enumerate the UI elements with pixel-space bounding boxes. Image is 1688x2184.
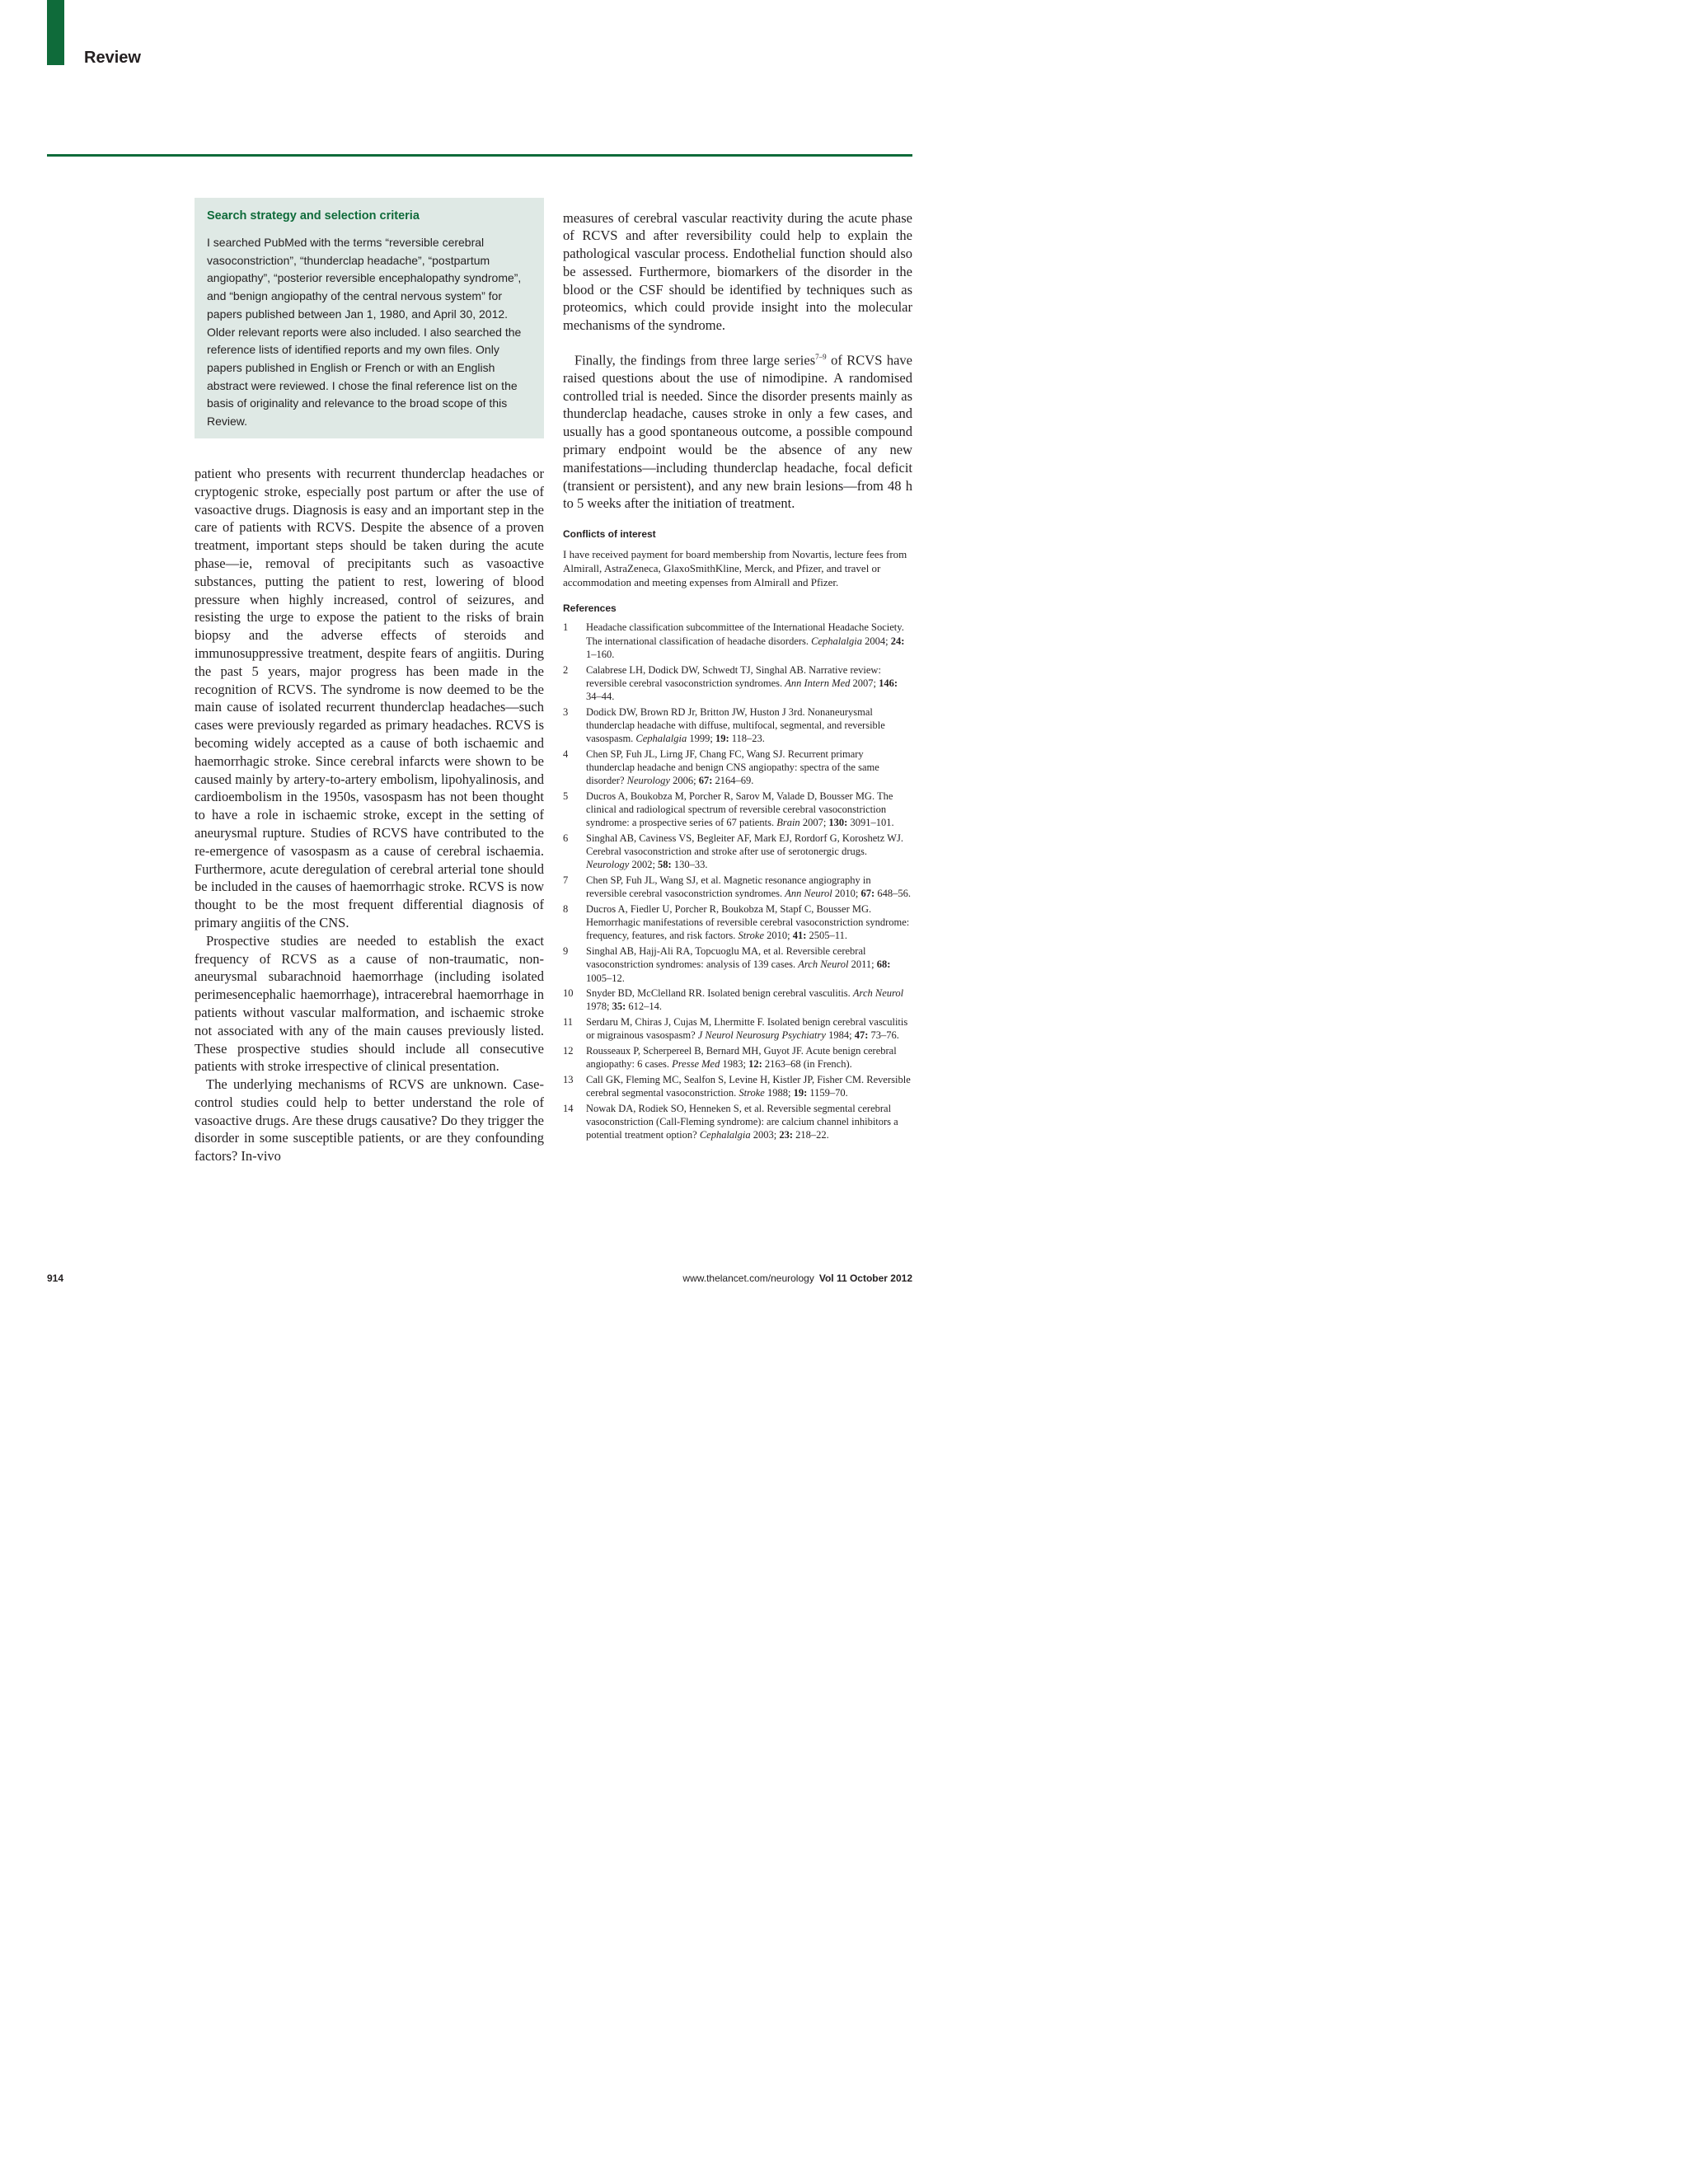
reference-pages: 612–14.	[626, 1001, 663, 1013]
reference-journal: Cephalalgia	[811, 635, 862, 647]
reference-year: 2007;	[850, 677, 879, 689]
reference-volume: 12:	[748, 1058, 762, 1071]
body-paragraph: measures of cerebral vascular reactivity during the acute phase of RCVS and after reversibility could help to explain the pathological vascular process. Endothelial function should also be assessed. Furthermore, biomarkers of the disorder in the blood or the CSF should be identified by techniques such as proteomics, which could provide insight into the molecular mechanisms of the syndrome.	[563, 209, 912, 334]
reference-authors: Singhal AB, Hajj-Ali RA, Topcuoglu MA, et al.	[586, 945, 784, 958]
reference-item	[563, 748, 912, 788]
reference-title: Reversible cerebral segmental vasoconstriction.	[586, 1073, 911, 1099]
reference-volume: 35:	[612, 1001, 626, 1013]
reference-number: 6	[563, 832, 569, 844]
reference-note: (in French).	[800, 1058, 852, 1071]
reference-authors: Serdaru M, Chiras J, Cujas M, Lhermitte F.	[586, 1016, 765, 1029]
reference-authors: Dodick DW, Brown RD Jr, Britton JW, Huston J 3rd.	[586, 705, 805, 718]
reference-journal: Presse Med	[672, 1058, 720, 1071]
reference-volume: 41:	[792, 930, 807, 942]
conflicts-heading: Conflicts of interest	[563, 528, 656, 541]
reference-number: 2	[563, 663, 569, 676]
reference-journal: Arch Neurol	[798, 958, 849, 971]
reference-journal: Stroke	[738, 1087, 765, 1099]
reference-volume: 67:	[860, 888, 875, 900]
body-paragraph: The underlying mechanisms of RCVS are unknown. Case-control studies could help to better understand the role of vasoactive drugs. Are these drugs causative? Do they trigger the disorder in some susceptible patients, or are they confounding factors? In-vivo	[195, 1076, 544, 1165]
reference-number: 14	[563, 1102, 574, 1114]
reference-authors: Snyder BD, McClelland RR.	[586, 987, 706, 1000]
reference-item	[563, 944, 912, 985]
reference-authors: Headache classification subcommittee of the International Headache Society.	[586, 621, 904, 634]
right-column	[563, 195, 912, 1144]
reference-journal: Cephalalgia	[635, 733, 687, 745]
reference-journal: Neurology	[626, 775, 670, 787]
reference-volume: 47:	[854, 1029, 869, 1042]
panel-text: I searched PubMed with the terms “reversible cerebral vasoconstriction”, “thunderclap headache”, “postpartum angiopathy”, “posterior reversible encephalopathy syndrome”, and “benign angiopathy of the central nervous system” for papers published between Jan 1, 1980, and April 30, 2012. Older relevant reports were also included. I also searched the reference lists of identified reports and my own files. Only papers published in English or French or with an English abstract were reviewed. I chose the final reference list on the basis of originality and relevance to the broad scope of this Review.	[207, 236, 522, 429]
conflicts-text: I have received payment for board membership from Novartis, lecture fees from Almirall, AstraZeneca, GlaxoSmithKline, Merck, and Pfizer, and travel or accommodation and meeting expenses from Almirall and Pfizer.	[563, 548, 907, 589]
reference-item	[563, 790, 912, 830]
reference-year: 2011;	[848, 958, 877, 971]
reference-volume: 67:	[698, 775, 713, 787]
reference-item	[563, 987, 912, 1013]
citation-superscript: 7–9	[815, 352, 827, 361]
reference-pages: 2164–69.	[712, 775, 754, 787]
reference-pages: 3091–101.	[847, 817, 894, 829]
reference-item	[563, 874, 912, 900]
reference-year: 2006;	[669, 775, 699, 787]
reference-pages: 648–56.	[874, 888, 911, 900]
reference-journal: Stroke	[738, 930, 765, 942]
reference-year: 2010;	[832, 888, 861, 900]
reference-title: The clinical and radiological spectrum of reversible cerebral vasoconstriction syndrome: a prospective series of 67 patients.	[586, 790, 893, 829]
reference-pages: 1159–70.	[807, 1087, 848, 1099]
reference-item	[563, 832, 912, 872]
reference-authors: Nowak DA, Rodiek SO, Henneken S, et al.	[586, 1102, 765, 1114]
reference-journal: Cephalalgia	[699, 1129, 751, 1141]
reference-volume: 130:	[828, 817, 848, 829]
reference-title: Hemorrhagic manifestations of reversible cerebral vasoconstriction syndrome: frequency, features, and risk factors.	[586, 916, 910, 942]
reference-item	[563, 663, 912, 704]
reference-title: Acute benign cerebral angiopathy: 6 cases.	[586, 1045, 897, 1071]
reference-pages: 2163–68	[762, 1058, 801, 1071]
reference-title: Reversible cerebral vasoconstriction syndromes: analysis of 139 cases.	[586, 945, 866, 971]
reference-year: 2003;	[750, 1129, 780, 1141]
reference-journal: J Neurol Neurosurg Psychiatry	[697, 1029, 826, 1042]
issue-info: Vol 11 October 2012	[818, 1272, 912, 1284]
journal-url[interactable]: www.thelancet.com/neurology	[682, 1272, 814, 1284]
reference-number: 13	[563, 1073, 574, 1085]
reference-item	[563, 1102, 912, 1142]
reference-number: 5	[563, 790, 569, 802]
reference-year: 1984;	[825, 1029, 855, 1042]
body-paragraph: Prospective studies are needed to establish the exact frequency of RCVS as a cause of non-traumatic, non-aneurysmal subarachnoid haemorrhage (including isolated perimesencephalic haemorrhage), intracerebral haemorrhage in patients without vascular malformation, and ischaemic stroke not associated with any of the main causes previously listed. These prospective studies should include all consecutive patients with stroke irrespective of clinical presentation.	[195, 932, 544, 1075]
reference-year: 1988;	[764, 1087, 794, 1099]
reference-journal: Brain	[776, 817, 800, 829]
reference-year: 1978;	[586, 1001, 612, 1013]
paragraph-text: of RCVS have raised questions about the use of nimodipine. A randomised controlled trial is needed. Since the disorder presents mainly as thunderclap headache, causes stroke in only a few cases, and usually has a good spontaneous outcome, a possible compound primary endpoint would be the absence of any new manifestations—including thunderclap headache, focal deficit (transient or persistent), and any new brain lesions—from 48 h to 5 weeks after the initiation of treatment.	[563, 352, 913, 512]
search-strategy-panel	[195, 198, 544, 438]
reference-authors: Ducros A, Boukobza M, Porcher R, Sarov M, Valade D, Bousser MG.	[586, 790, 875, 802]
body-paragraph: patient who presents with recurrent thunderclap headaches or cryptogenic stroke, especially post partum or after the use of vasoactive drugs. Diagnosis is easy and an important step in the care of patients with RCVS. Despite the absence of a proven treatment, important steps should be taken during the acute phase—ie, removal of precipitants such as vasoactive substances, putting the patient to rest, lowering of blood pressure when highly increased, control of seizures, and resisting the urge to expose the patient to the risks of brain biopsy and the adverse effects of steroids and immunosuppressive treatment, despite fears of angiitis. During the past 5 years, major progress has been made in the recognition of RCVS. The syndrome is now deemed to be the main cause of isolated recurrent thunderclap headaches—such cases were previously regarded as primary headaches. RCVS is becoming widely accepted as a cause of both ischaemic and haemorrhagic stroke. Since cerebral infarcts were shown to be caused mainly by artery-to-artery embolism, lipohyalinosis, and cardioembolism in the 1950s, vasospasm has not been thought to have a role in ischaemic stroke, except in the setting of aneurysmal rupture. Studies of RCVS have contributed to the re-emergence of vasospasm as a cause of cerebral ischaemia. Furthermore, acute deregulation of cerebral arterial tone should be included in the causes of haemorrhagic stroke. RCVS is now thought to be the most frequent differential diagnosis of primary angiitis of the CNS.	[195, 466, 544, 930]
journal-footer	[682, 1272, 912, 1284]
reference-year: 1999;	[687, 733, 715, 745]
reference-title: Narrative review: reversible cerebral vasoconstriction syndromes.	[586, 663, 881, 689]
reference-volume: 19:	[793, 1087, 808, 1099]
reference-volume: 68:	[876, 958, 891, 971]
header-rule	[47, 154, 912, 157]
reference-title: Cerebral vasoconstriction and stroke after use of serotonergic drugs.	[586, 846, 867, 858]
left-column	[195, 465, 544, 1165]
reference-pages: 118–23.	[729, 733, 765, 745]
reference-year: 2004;	[861, 635, 891, 647]
body-paragraph	[563, 349, 912, 513]
reference-title: The international classification of headache disorders.	[586, 635, 812, 647]
reference-number: 8	[563, 903, 569, 916]
reference-number: 3	[563, 705, 569, 718]
reference-year: 1983;	[720, 1058, 749, 1071]
reference-item	[563, 1073, 912, 1099]
paragraph-text: Finally, the findings from three large series	[574, 352, 816, 368]
reference-title: Isolated benign cerebral vasculitis.	[705, 987, 853, 1000]
reference-authors: Chen SP, Fuh JL, Lirng JF, Chang FC, Wang SJ.	[586, 748, 785, 760]
reference-journal: Ann Intern Med	[785, 677, 851, 689]
reference-item	[563, 621, 912, 661]
reference-pages: 2505–11.	[806, 930, 847, 942]
reference-volume: 19:	[715, 733, 729, 745]
reference-volume: 24:	[890, 635, 905, 647]
reference-year: 2007;	[799, 817, 829, 829]
reference-pages: 130–33.	[671, 859, 708, 871]
reference-pages: 73–76.	[868, 1029, 899, 1042]
reference-title: Nonaneurysmal thunderclap headache with diffuse, multifocal, segmental, and reversible vasospasm.	[586, 705, 885, 745]
reference-authors: Rousseaux P, Scherpereel B, Bernard MH, Guyot JF.	[586, 1045, 804, 1057]
reference-item	[563, 705, 912, 746]
reference-volume: 58:	[658, 859, 672, 871]
references-heading: References	[563, 602, 617, 614]
reference-journal: Ann Neurol	[785, 888, 832, 900]
reference-year: 2010;	[764, 930, 793, 942]
reference-number: 4	[563, 748, 569, 760]
reference-volume: 23:	[779, 1129, 794, 1141]
reference-journal: Arch Neurol	[852, 987, 904, 1000]
reference-pages: 1–160.	[586, 648, 615, 660]
reference-number: 7	[563, 874, 569, 887]
panel-title: Search strategy and selection criteria	[207, 209, 420, 223]
reference-authors: Call GK, Fleming MC, Sealfon S, Levine H, Kistler JP, Fisher CM.	[586, 1073, 865, 1085]
section-label: Review	[84, 49, 141, 67]
reference-authors: Chen SP, Fuh JL, Wang SJ, et al.	[586, 874, 721, 887]
reference-title: Recurrent primary thunderclap headache and benign CNS angiopathy: spectra of the same disorder?	[586, 748, 879, 787]
reference-pages: 34–44.	[586, 690, 615, 702]
reference-authors: Calabrese LH, Dodick DW, Schwedt TJ, Singhal AB.	[586, 663, 806, 676]
reference-number: 10	[563, 987, 574, 1000]
reference-pages: 1005–12.	[586, 972, 625, 984]
reference-authors: Singhal AB, Caviness VS, Begleiter AF, Mark EJ, Rordorf G, Koroshetz WJ.	[586, 832, 903, 844]
reference-year: 2002;	[629, 859, 659, 871]
reference-title: Magnetic resonance angiography in reversible cerebral vasoconstriction syndromes.	[586, 874, 871, 900]
reference-title: Isolated benign cerebral vasculitis or migrainous vasospasm?	[586, 1016, 908, 1042]
reference-item	[563, 902, 912, 943]
reference-number: 12	[563, 1045, 574, 1057]
reference-title: Reversible segmental cerebral vasoconstriction (Call-Fleming syndrome): are calcium channel inhibitors a potential treatment option?	[586, 1102, 898, 1141]
reference-number: 9	[563, 945, 569, 958]
reference-number: 1	[563, 621, 569, 634]
reference-item	[563, 1044, 912, 1071]
reference-volume: 146:	[879, 677, 898, 689]
reference-journal: Neurology	[586, 859, 630, 871]
reference-list	[563, 621, 912, 1141]
reference-authors: Ducros A, Fiedler U, Porcher R, Boukobza M, Stapf C, Bousser MG.	[586, 903, 872, 916]
reference-pages: 218–22.	[793, 1129, 829, 1141]
page-number: 914	[47, 1272, 64, 1284]
reference-item	[563, 1015, 912, 1042]
reference-number: 11	[563, 1016, 574, 1029]
section-color-bar	[47, 0, 64, 65]
